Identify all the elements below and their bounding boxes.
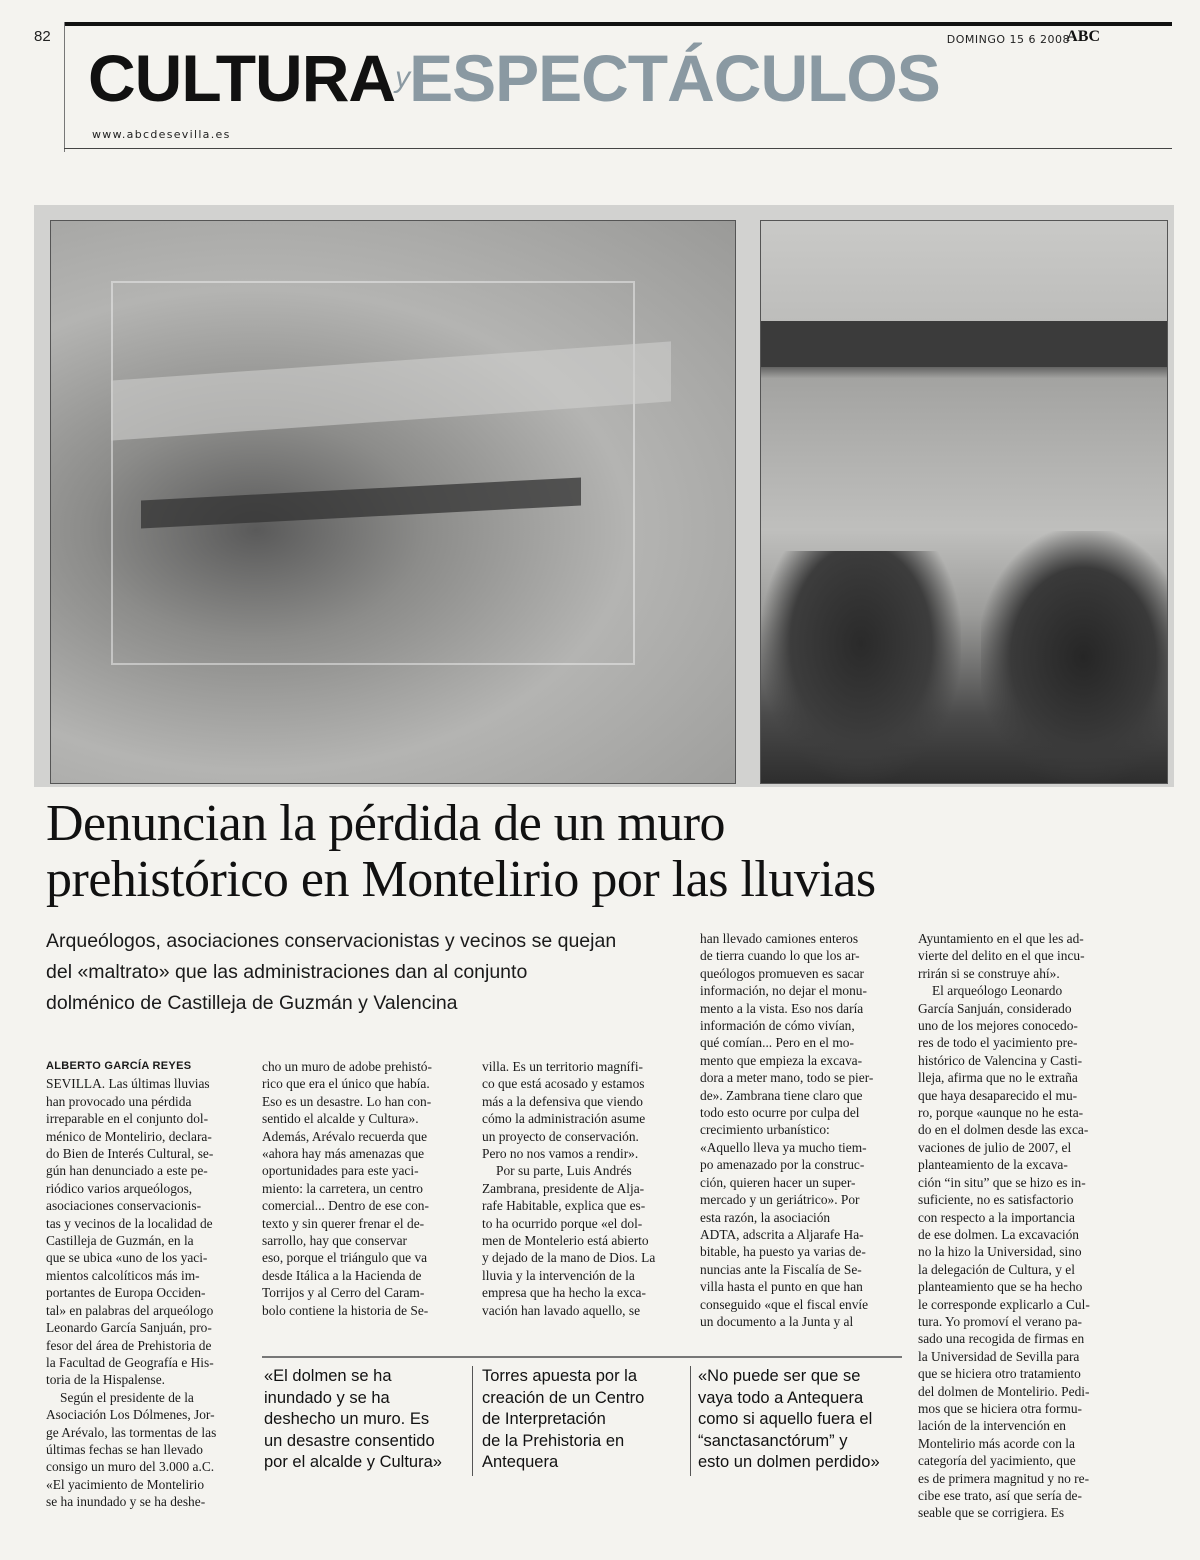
text-line: do en el dolmen desde las exca- [918, 1122, 1089, 1138]
text-line: villa hasta el punto en que han [700, 1279, 863, 1295]
text-line: El arqueólogo Leonardo [932, 983, 1063, 999]
text-line: lación de la intervención en [918, 1418, 1066, 1434]
column-5 [918, 930, 1118, 1522]
column-1-body-2 [46, 1389, 246, 1511]
text-line: de la Prehistoria en [482, 1431, 625, 1450]
text-line: res de todo el yacimiento pre- [918, 1035, 1078, 1051]
text-line: más a la defensiva que viendo [482, 1093, 644, 1109]
column-1-body [46, 1075, 246, 1388]
page-number: 82 [34, 28, 51, 45]
text-line: rrirán si se construye ahí». [918, 965, 1060, 981]
text-line: «El yacimiento de Montelirio [46, 1476, 205, 1492]
text-line: Torres apuesta por la [482, 1367, 638, 1385]
dateline: DOMINGO 15 6 2008 [946, 33, 1070, 46]
text-line: planteamiento que se ha hecho [918, 1279, 1083, 1295]
text-line: Por su parte, Luis Andrés [496, 1163, 632, 1179]
text-line: sarrollo, hay que conservar [262, 1233, 408, 1249]
deck-line: dolménico de Castilleja de Guzmán y Valencina [46, 992, 458, 1014]
text-line: vaya todo a Antequera [698, 1388, 864, 1407]
text-line: men de Montelerio está abierto [482, 1233, 649, 1249]
text-line: de». Zambrana tiene claro que [700, 1087, 863, 1103]
text-line: qué comían... Pero en el mo- [700, 1035, 854, 1051]
text-line: irreparable en el conjunto dol- [46, 1111, 209, 1127]
text-line: García Sanjuán, considerado [918, 1000, 1072, 1016]
photo-wall-outline [111, 281, 635, 665]
text-line: empresa que ha hecho la exca- [482, 1285, 646, 1301]
text-line: «No puede ser que se [698, 1367, 861, 1385]
column-5-body [918, 930, 1118, 982]
text-line: uno de los mejores conocedo- [918, 1018, 1078, 1034]
text-line: nuncias ante la Fiscalía de Se- [700, 1261, 862, 1277]
text-line: mientos calcolíticos más im- [46, 1267, 200, 1283]
text-line: Eso es un desastre. Lo han con- [262, 1093, 432, 1109]
section-title-cultura: CULTURA [88, 41, 396, 115]
text-line: sado una recogida de firmas en [918, 1331, 1085, 1347]
paper-name: ABC [1066, 28, 1100, 45]
text-line: un proyecto de conservación. [482, 1128, 639, 1144]
text-line: de Interpretación [482, 1410, 606, 1428]
text-line: esto un dolmen perdido» [698, 1453, 880, 1471]
text-line: vaciones de julio de 2007, el [918, 1139, 1072, 1155]
headline-line: prehistórico en Montelirio por las lluvias [46, 851, 876, 908]
text-line: han llevado camiones enteros [700, 931, 859, 946]
deck [46, 926, 686, 1019]
text-line: Antequera [482, 1453, 559, 1471]
deck-line: del «maltrato» que las administraciones dan al conjunto [46, 961, 528, 983]
left-rule [64, 22, 65, 152]
text-line: eso, porque el triángulo que va [262, 1250, 428, 1266]
text-line: categoría del yacimiento, que [918, 1453, 1076, 1469]
column-3-body-2 [482, 1162, 682, 1319]
text-line: ADTA, adscrita a Aljarafe Ha- [700, 1226, 864, 1242]
text-line: bitable, ha puesto ya varias de- [700, 1244, 866, 1260]
text-line: «Aquello lleva ya mucho tiem- [700, 1139, 867, 1155]
text-line: del dolmen de Montelirio. Pedi- [918, 1383, 1090, 1399]
text-line: lleja, afirma que no le extraña [918, 1070, 1078, 1086]
text-line: con respecto a la importancia [918, 1209, 1075, 1225]
text-line: Montelirio más acorde con la [918, 1435, 1075, 1451]
text-line: Según el presidente de la [60, 1389, 194, 1405]
text-line: vierte del delito en el que incu- [918, 948, 1085, 964]
text-line: de ese dolmen. La excavación [918, 1226, 1079, 1242]
text-line: desde Itálica a la Hacienda de [262, 1267, 422, 1283]
text-line: tal» en palabras del arqueólogo [46, 1302, 214, 1318]
text-line: cómo la administración asume [482, 1111, 646, 1127]
text-line: y dejado de la mano de Dios. La [482, 1250, 656, 1266]
text-line: SEVILLA. Las últimas lluvias [46, 1076, 210, 1092]
text-line: oportunidades para este yaci- [262, 1163, 419, 1179]
text-line: mento a la vista. Eso nos daría [700, 1000, 864, 1016]
text-line: por el alcalde y Cultura» [264, 1453, 442, 1471]
text-line: crecimiento urbanístico: [700, 1122, 830, 1138]
text-line: Asociación Los Dólmenes, Jor- [46, 1407, 215, 1423]
column-5-body-2 [918, 982, 1118, 1522]
column-3 [482, 1058, 682, 1319]
text-line: inundado y se ha [264, 1388, 390, 1407]
text-line: esta razón, la asociación [700, 1209, 831, 1225]
text-line: Castilleja de Guzmán, en la [46, 1233, 194, 1249]
text-line: tas y vecinos de la localidad de [46, 1215, 213, 1231]
text-line: bolo contiene la historia de Se- [262, 1302, 429, 1318]
text-line: Pero no nos vamos a rendir». [482, 1146, 639, 1162]
text-line: Además, Arévalo recuerda que [262, 1128, 428, 1144]
header-rule [64, 148, 1172, 149]
text-line: Zambrana, presidente de Alja- [482, 1180, 645, 1196]
text-line: dora a meter mano, todo se pier- [700, 1070, 874, 1086]
text-line: deshecho un muro. Es [264, 1410, 430, 1428]
text-line: mos que se hiciera otra formu- [918, 1400, 1082, 1416]
text-line: mercado y un geriátrico». Por [700, 1192, 860, 1208]
top-rule [64, 22, 1172, 26]
photo-horizon [761, 321, 1167, 367]
text-line: portantes de Europa Occiden- [46, 1285, 206, 1301]
text-line: ción “in situ” que se hizo es in- [918, 1174, 1086, 1190]
column-4-body [700, 930, 900, 1330]
pull-quote-1 [264, 1366, 460, 1474]
text-line: toria de la Hispalense. [46, 1372, 165, 1388]
text-line: suficiente, no es satisfactorio [918, 1192, 1074, 1208]
text-line: fesor del área de Prehistoria de [46, 1337, 212, 1353]
text-line: seable que se corrigiera. Es [918, 1505, 1065, 1521]
section-title [88, 38, 940, 118]
text-line: ménico de Montelirio, declara- [46, 1128, 212, 1144]
pull-quote-2 [482, 1366, 678, 1474]
photo-tree-right [981, 531, 1167, 783]
text-line: ro, porque «aunque no he esta- [918, 1105, 1084, 1121]
pull-quote-divider [690, 1366, 691, 1476]
text-line: que se hiciera otro tratamiento [918, 1366, 1081, 1382]
column-3-body [482, 1058, 682, 1162]
website-link[interactable]: www.abcdesevilla.es [92, 128, 231, 141]
text-line: como si aquello fuera el [698, 1410, 873, 1428]
text-line: tura. Yo promoví el verano pa- [918, 1313, 1083, 1329]
text-line: todo esto ocurre por culpa del [700, 1105, 860, 1121]
text-line: le corresponde explicarlo a Cul- [918, 1296, 1090, 1312]
text-line: consigo un muro del 3.000 a.C. [46, 1459, 215, 1475]
text-line: queólogos promueven es sacar [700, 965, 864, 981]
text-line: creación de un Centro [482, 1388, 645, 1407]
text-line: co que está acosado y estamos [482, 1076, 645, 1092]
text-line: Torrijos y al Cerro del Caram- [262, 1285, 425, 1301]
text-line: que haya desaparecido el mu- [918, 1087, 1078, 1103]
text-line: un documento a la Junta y al [700, 1313, 854, 1329]
text-line: Ayuntamiento en el que les ad- [918, 931, 1084, 946]
text-line: han provocado una pérdida [46, 1093, 192, 1109]
column-2 [262, 1058, 464, 1319]
text-line: ge Arévalo, las tormentas de las [46, 1424, 217, 1440]
text-line: texto y sin querer frenar el de- [262, 1215, 425, 1231]
text-line: la Facultad de Geografía e His- [46, 1354, 214, 1370]
text-line: “sanctasanctórum” y [698, 1431, 848, 1450]
text-line: cho un muro de adobe prehistó- [262, 1059, 432, 1074]
text-line: de tierra cuando lo que los ar- [700, 948, 860, 964]
deck-line: Arqueólogos, asociaciones conservacionistas y vecinos se quejan [46, 930, 617, 952]
photo-rock-wall [50, 220, 736, 784]
text-line: «El dolmen se ha [264, 1367, 392, 1385]
text-line: rico que era el único que había. [262, 1076, 430, 1092]
text-line: ción, quieren hacer un super- [700, 1174, 856, 1190]
text-line: riódico varios arqueólogos, [46, 1180, 193, 1196]
text-line: sentido el alcalde y Cultura». [262, 1111, 419, 1127]
pull-quote-3 [698, 1366, 894, 1474]
text-line: no la hizo la Universidad, sino [918, 1244, 1082, 1260]
text-line: cibe ese trato, así que sería de- [918, 1488, 1082, 1503]
column-2-body [262, 1058, 464, 1319]
headline-line: Denuncian la pérdida de un muro [46, 795, 726, 852]
text-line: rafe Habitable, explica que es- [482, 1198, 646, 1214]
text-line: información de cómo vivían, [700, 1018, 855, 1034]
text-line: lluvia y la intervención de la [482, 1267, 635, 1283]
text-line: un desastre consentido [264, 1431, 435, 1450]
section-title-y: y [395, 61, 410, 94]
text-line: Leonardo García Sanjuán, pro- [46, 1320, 212, 1336]
text-line: mento que empieza la excava- [700, 1052, 863, 1068]
column-4 [700, 930, 900, 1330]
headline [46, 796, 1166, 908]
pull-quote-divider [472, 1366, 473, 1476]
byline: ALBERTO GARCÍA REYES [46, 1060, 192, 1072]
text-line: villa. Es un territorio magnífi- [482, 1059, 644, 1074]
text-line: do Bien de Interés Cultural, se- [46, 1146, 214, 1162]
text-line: que se ubica «uno de los yaci- [46, 1250, 208, 1266]
photo-flooded-site [760, 220, 1168, 784]
text-line: gún han denunciado a este pe- [46, 1163, 208, 1179]
text-line: la Universidad de Sevilla para [918, 1348, 1080, 1364]
text-line: comercial... Dentro de ese con- [262, 1198, 429, 1214]
text-line: la delegación de Cultura, y el [918, 1261, 1075, 1277]
text-line: planteamiento de la excava- [918, 1157, 1068, 1173]
text-line: asociaciones conservacionis- [46, 1198, 202, 1214]
text-line: «ahora hay más amenazas que [262, 1146, 425, 1162]
text-line: to ha ocurrido porque «el dol- [482, 1215, 643, 1231]
column-1 [46, 1058, 246, 1511]
text-line: miento: la carretera, un centro [262, 1180, 423, 1196]
text-line: se ha inundado y se ha deshe- [46, 1494, 206, 1510]
section-title-espectaculos: ESPECTÁCULOS [409, 41, 940, 115]
text-line: vación han lavado aquello, se [482, 1302, 641, 1318]
text-line: histórico de Valencina y Casti- [918, 1052, 1083, 1068]
pull-quote-rule [262, 1356, 902, 1358]
text-line: información, no dejar el monu- [700, 983, 867, 999]
photo-tree-left [761, 551, 961, 783]
text-line: es de primera magnitud y no re- [918, 1470, 1090, 1486]
text-line: po amenazado por la construc- [700, 1157, 865, 1173]
text-line: conseguido «que el fiscal envíe [700, 1296, 869, 1312]
text-line: últimas fechas se han llevado [46, 1441, 203, 1457]
